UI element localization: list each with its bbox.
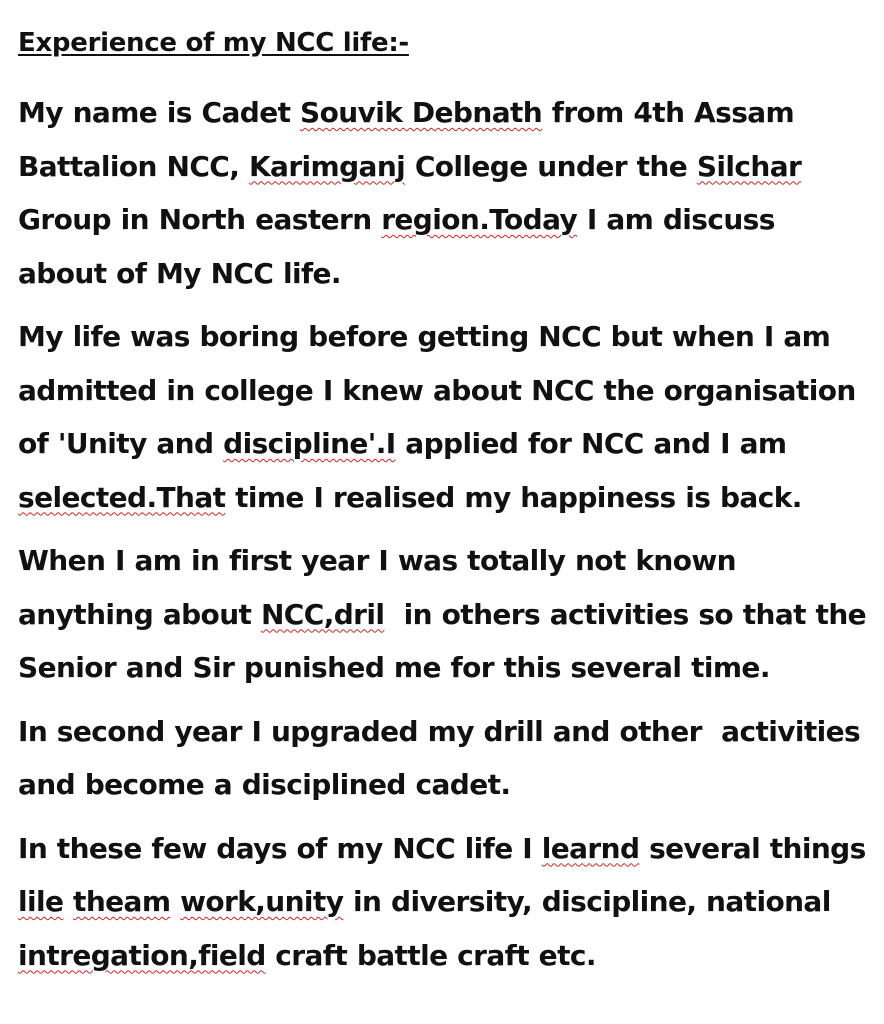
text-run: When I am in first year I was totally not known [18,544,736,577]
text-run: Battalion NCC, [18,149,249,183]
text-run: In second year I upgraded my drill and other activities [18,714,861,748]
text-line [18,310,870,364]
text-run: My life was boring before getting NCC but when I am [18,320,831,353]
text-line [18,822,870,876]
spellcheck-flagged-word: work,unity [180,885,344,918]
text-line [18,588,870,642]
text-run: in diversity, discipline, national [343,885,831,918]
text-line [18,641,870,695]
text-run: craft battle craft etc. [265,938,596,972]
text-run: applied for NCC and I am [395,427,787,460]
spellcheck-flagged-word: NCC,dril [260,597,385,631]
paragraph [18,86,870,300]
text-run: Senior and Sir punished me for this several time. [18,651,770,684]
text-line [18,471,870,525]
document-body [18,86,870,982]
text-line [18,193,870,247]
text-run: time I realised my happiness is back. [225,480,802,514]
text-run: Group in North eastern [18,203,382,236]
text-run [170,885,180,918]
text-run: several things [639,831,866,865]
document-page [18,22,870,992]
text-line [18,86,870,140]
spellcheck-flagged-word: theam [73,885,171,918]
spellcheck-flagged-word: Karimganj [248,149,406,183]
text-line [18,875,870,929]
text-line [18,929,870,983]
text-line [18,417,870,471]
spellcheck-flagged-word: learnd [541,831,640,865]
spellcheck-flagged-word: selected.That [18,480,226,514]
text-run: My name is Cadet [18,96,301,129]
text-line [18,140,870,194]
text-run: and become a disciplined cadet. [18,768,511,801]
text-run: about of My NCC life. [18,256,341,290]
text-run: I am discuss [577,203,775,236]
spellcheck-flagged-word: Souvik Debnath [300,96,543,129]
paragraph [18,534,870,695]
text-run: anything about [18,597,261,631]
text-run: of 'Unity and [18,427,224,460]
text-run [63,885,73,918]
text-line [18,247,870,301]
text-line [18,534,870,588]
text-run: College under the [405,149,697,183]
text-run: in others activities so that the [384,597,867,631]
spellcheck-flagged-word: region.Today [381,203,578,236]
spellcheck-flagged-word: discipline'.I [223,427,396,460]
paragraph [18,310,870,524]
text-line [18,758,870,812]
text-line [18,705,870,759]
spellcheck-flagged-word: intregation,field [18,938,266,972]
text-line [18,364,870,418]
text-run: In these few days of my NCC life I [18,831,542,865]
paragraph [18,705,870,812]
text-run: from 4th Assam [542,96,795,129]
spellcheck-flagged-word: Silchar [696,149,802,183]
document-heading: Experience of my NCC life:- [18,28,409,58]
spellcheck-flagged-word: lile [18,885,64,918]
text-run: admitted in college I knew about NCC the organisation [18,373,856,407]
paragraph [18,822,870,983]
